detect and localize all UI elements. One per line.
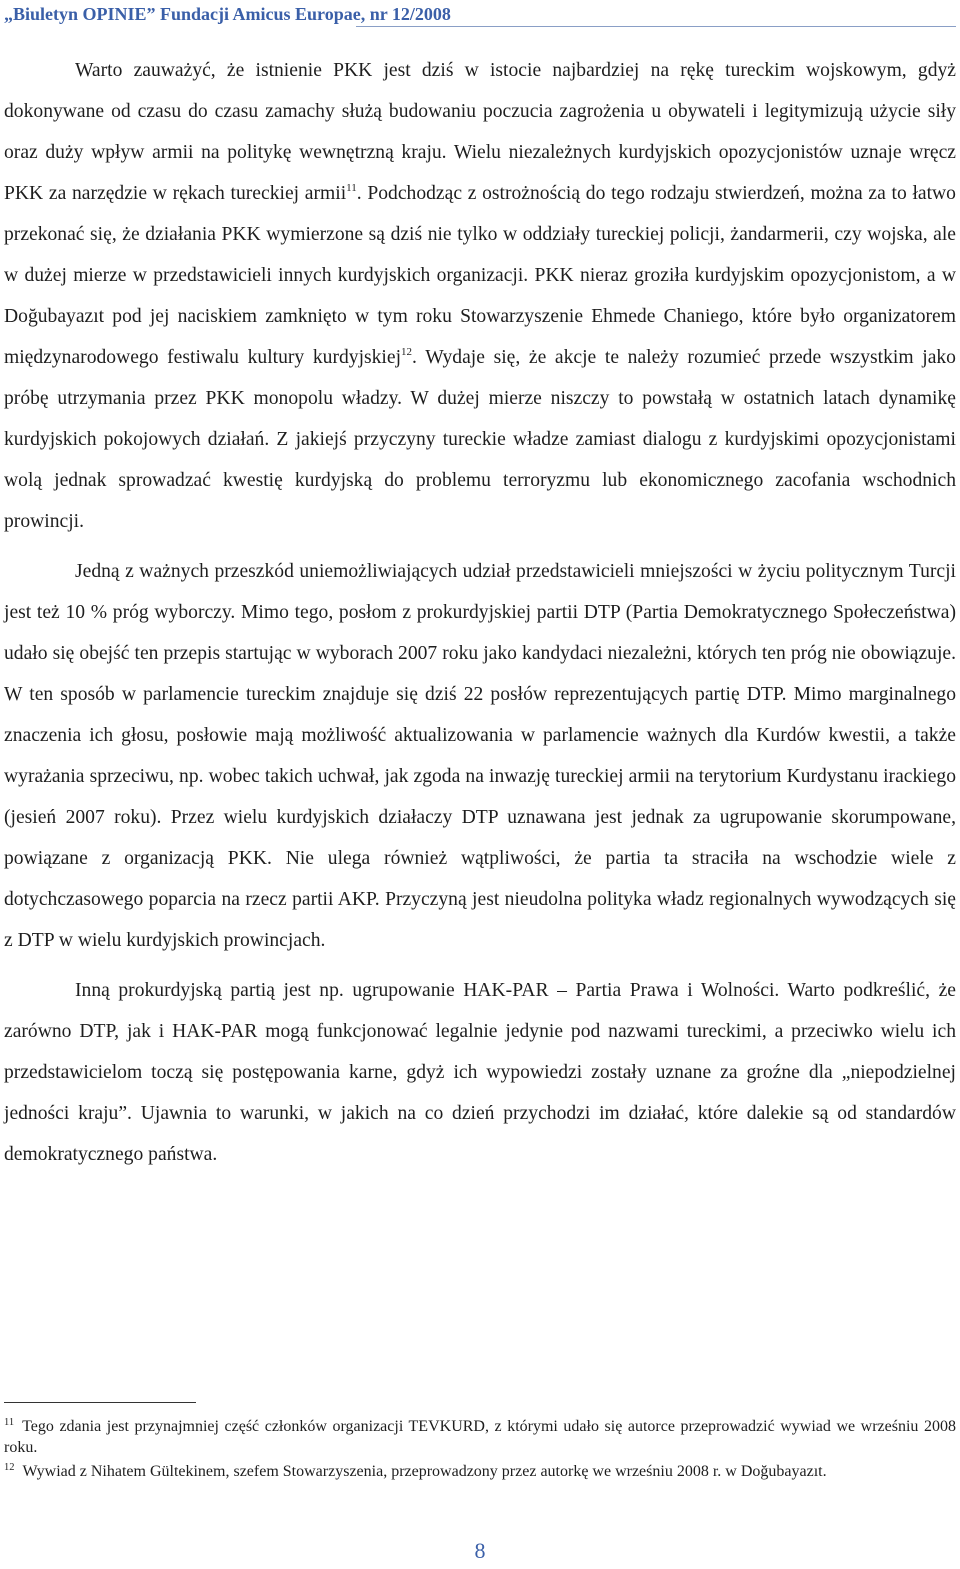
paragraph-1-text-a: Warto zauważyć, że istnienie PKK jest dziś w istocie najbardziej na rękę tureckim wojskowym, gdyż dokonywane od czasu do czasu zamachy służą budowaniu poczucia zagrożenia u obywateli i legitymizują użycie siły oraz duży wpływ armii na politykę wewnętrzną kraju. Wielu niezależnych kurdyjskich opozycjonistów uznaje wręcz PKK za narzędzie w rękach tureckiej armii <box>4 60 956 204</box>
footnote-separator <box>4 1402 196 1403</box>
footnote-number: 12 <box>4 1462 15 1473</box>
article-body <box>4 50 956 1175</box>
footnotes <box>4 1416 956 1482</box>
footnote-11 <box>4 1416 956 1458</box>
footnote-text: Tego zdania jest przynajmniej część członków organizacji TEVKURD, z którymi udało się autorce przeprowadzić wywiad we wrześniu 2008 roku. <box>4 1418 956 1456</box>
paragraph-1-text-b: . Podchodząc z ostrożnością do tego rodzaju stwierdzeń, można za to łatwo przekonać się, że działania PKK wymierzone są dziś nie tylko w oddziały tureckiej policji, żandarmerii, czy wojska, ale w dużej mierze w przedstawicieli innych kurdyjskich organizacji. PKK nieraz groziła kurdyjskim opozycjonistom, a w Doğubayazıt pod jej naciskiem zamknięto w tym roku Stowarzyszenie Ehmede Chaniego, które było organizatorem międzynarodowego festiwalu kultury kurdyjskiej <box>4 183 956 368</box>
footnote-text: Wywiad z Nihatem Gültekinem, szefem Stowarzyszenia, przeprowadzony przez autorkę we wrześniu 2008 r. w Doğubayazıt. <box>22 1463 827 1480</box>
footnote-ref-12[interactable]: 12 <box>401 346 413 358</box>
paragraph-3: Inną prokurdyjską partią jest np. ugrupowanie HAK-PAR – Partia Prawa i Wolności. Warto podkreślić, że zarówno DTP, jak i HAK-PAR mogą funkcjonować legalnie jedynie pod nazwami tureckimi, a przeciwko wielu ich przedstawicielom toczą się postępowania karne, gdyż ich wypowiedzi zostały uznane za groźne dla „niepodzielnej jedności kraju”. Ujawnia to warunki, w jakich na co dzień przychodzi im działać, które dalekie są od standardów demokratycznego państwa. <box>4 980 956 1165</box>
header-rule <box>356 26 956 27</box>
paragraph-1 <box>4 50 956 542</box>
bulletin-title: „Biuletyn OPINIE” Fundacji Amicus Europae, nr 12/2008 <box>4 4 451 24</box>
page-header <box>4 4 956 30</box>
footnote-12 <box>4 1461 956 1482</box>
footnote-number: 11 <box>4 1417 15 1428</box>
page-number: 8 <box>474 1538 486 1563</box>
paragraph-2: Jedną z ważnych przeszkód uniemożliwiających udział przedstawicieli mniejszości w życiu politycznym Turcji jest też 10 % próg wyborczy. Mimo tego, posłom z prokurdyjskiej partii DTP (Partia Demokratycznego Społeczeństwa) udało się obejść ten przepis startując w wyborach 2007 roku jako kandydaci niezależni, których ten próg nie obowiązuje. W ten sposób w parlamencie tureckim znajduje się dziś 22 posłów reprezentujących partię DTP. Mimo marginalnego znaczenia ich głosu, posłowie mają możliwość aktualizowania w parlamencie ważnych dla Kurdów kwestii, a także wyrażania sprzeciwu, np. wobec takich uchwał, jak zgoda na inwazję tureckiej armii na terytorium Kurdystanu irackiego (jesień 2007 roku). Przez wielu kurdyjskich działaczy DTP uznawana jest jednak za ugrupowanie skorumpowane, powiązane z organizacją PKK. Nie ulega również wątpliwości, że partia ta straciła na wschodzie wiele z dotychczasowego poparcia na rzecz partii AKP. Przyczyną jest nieudolna polityka władz regionalnych wywodzących się z DTP w wielu kurdyjskich prowincjach. <box>4 561 956 951</box>
paragraph-1-text-c: . Wydaje się, że akcje te należy rozumieć przede wszystkim jako próbę utrzymania przez PKK monopolu władzy. W dużej mierze niszczy to powstałą w ostatnich latach dynamikę kurdyjskich pokojowych działań. Z jakiejś przyczyny tureckie władze zamiast dialogu z kurdyjskimi opozycjonistami wolą jednak sprowadzać kwestię kurdyjską do problemu terroryzmu lub ekonomicznego zacofania wschodnich prowincji. <box>4 347 956 532</box>
footnote-ref-11[interactable]: 11 <box>346 182 357 194</box>
